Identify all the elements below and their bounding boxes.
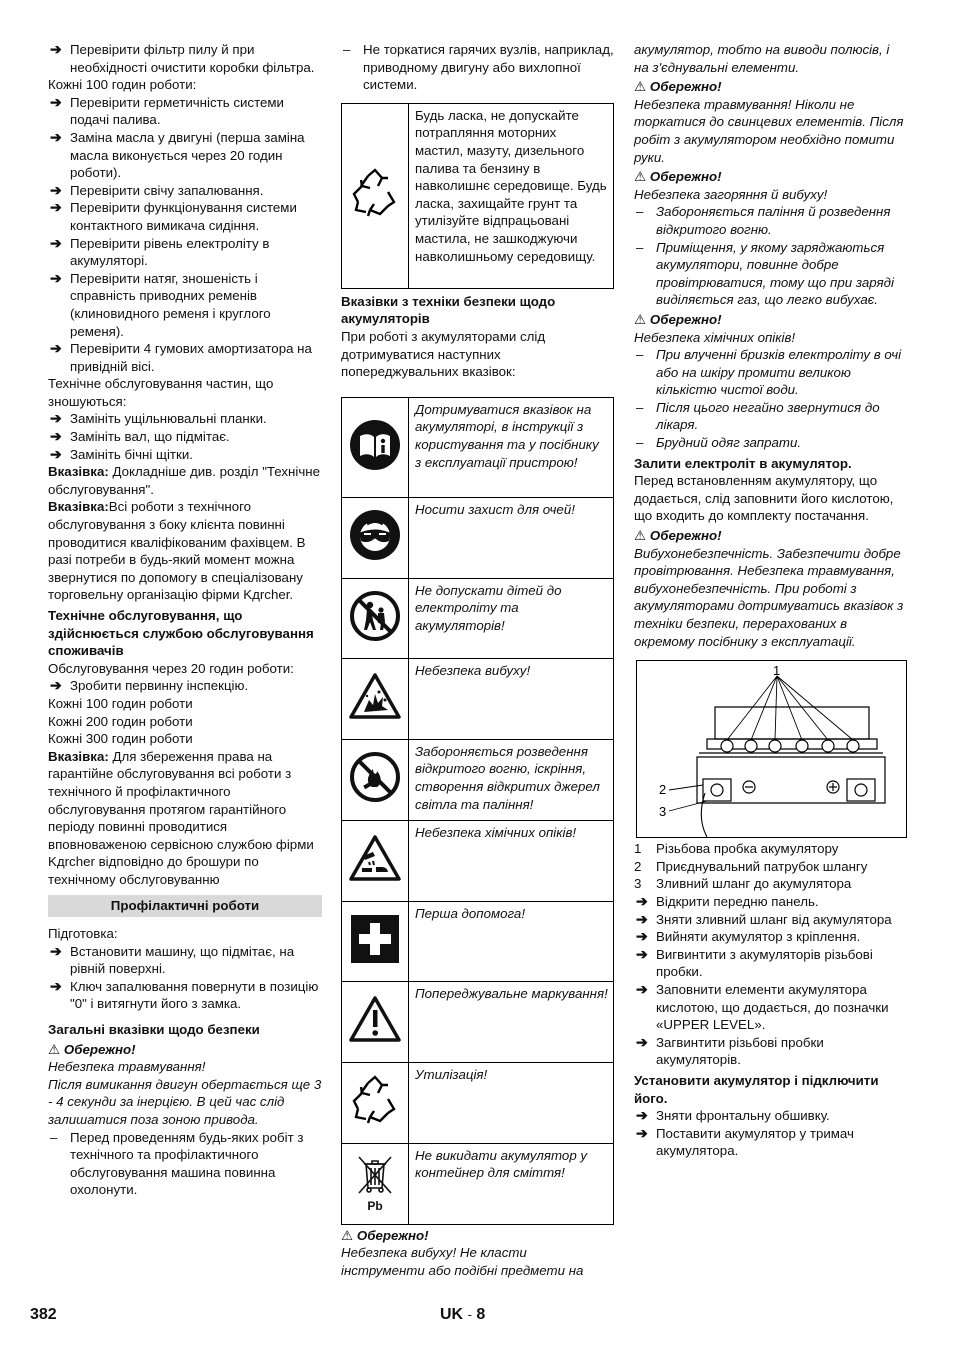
arrow-icon: ➔ <box>636 980 648 997</box>
arrow-icon: ➔ <box>636 892 648 909</box>
interval-label: Кожні 100 годин роботи: <box>48 77 197 93</box>
warning-triangle-icon: ⚠ <box>634 79 646 95</box>
figure-label-2: 2 <box>659 782 667 798</box>
battery-figure <box>636 660 907 838</box>
symbol-row <box>342 820 614 901</box>
list-item: ➔ Перевірити герметичність системи подачі палива. <box>50 93 284 128</box>
dash-item: – Не торкатися гарячих вузлів, наприклад, приводному двигуну або вихлопної системи. <box>343 42 614 93</box>
figure-label-1: 1 <box>773 663 781 679</box>
list-item: ➔ Відкрити передню панель. <box>636 892 819 909</box>
arrow-icon: ➔ <box>636 928 648 945</box>
list-item: ➔ Замініть бічні щітки. <box>50 445 193 462</box>
list-item: ➔ Вигвинтити з акумуляторів різьбові пробки. <box>636 945 873 980</box>
warning-label: ⚠ Обережно! <box>634 311 722 327</box>
symbol-text: Дотримуватися вказівок на акумуляторі, в інструкції з користування та у посібнику з експлуатації пристрою! <box>409 397 614 497</box>
interval-label: Кожні 100 годин роботи <box>48 695 193 711</box>
step-list <box>634 1107 906 1160</box>
arrow-icon: ➔ <box>50 977 62 994</box>
dash-item: – Перед проведенням будь-яких робіт з технічного та профілактичного обслуговування машина повинна охолонути. <box>50 1129 304 1198</box>
list-item: ➔ Зняти фронтальну обшивку. <box>636 1107 830 1124</box>
list-item: ➔ Перевірити натяг, зношеність і справність приводних ременів (клиновидного ременя і круглого ременя). <box>50 269 271 339</box>
dash-item: – Забороняється паління й розведення відкритого вогню. <box>636 204 891 237</box>
list-item: ➔ Зняти зливний шланг від акумулятора <box>636 910 892 927</box>
symbol-text: Небезпека хімічних опіків! <box>409 820 614 901</box>
warning-text: Небезпека загоряння й вибуху! <box>634 186 828 202</box>
section-heading: Залити електроліт в акумулятор. <box>634 455 852 471</box>
arrow-icon: ➔ <box>50 340 62 357</box>
acid-burn-icon <box>342 820 409 901</box>
list-item: ➔ Заміна масла у двигуні (перша заміна масла виконується через 20 годин роботи). <box>50 128 305 181</box>
dash-item: – Приміщення, у якому заряджаються акумулятори, повинне добре провітрюватися, тому що при заряді виділяється газ, що легко вибухає. <box>636 239 894 308</box>
arrow-icon: ➔ <box>636 1107 648 1124</box>
warning-text: акумулятор, тобто на виводи полюсів, і на з'єднувальні елементи. <box>634 42 890 75</box>
fill-text: Перед встановленням акумулятору, що додається, слід заповнити його кислотою, що входить до комплекту постачання. <box>634 473 894 524</box>
preparation-label: Підготовка: <box>48 926 118 942</box>
warning-label: ⚠ Обережно! <box>634 169 722 185</box>
warning-text: Небезпека травмування! <box>48 1059 206 1075</box>
no-trash-bin-icon <box>342 1143 409 1224</box>
section-heading: Технічне обслуговування, що здійснюється службою обслуговування споживачів <box>48 608 314 659</box>
arrow-icon: ➔ <box>50 234 62 251</box>
column-2 <box>341 41 614 1280</box>
warning-triangle-icon: ⚠ <box>634 528 646 544</box>
list-item: ➔ Зробити первинну інспекцію. <box>50 677 249 694</box>
symbol-text: Не викидати акумулятор у контейнер для сміття! <box>409 1143 614 1224</box>
figure-label-3: 3 <box>659 804 667 820</box>
no-fire-icon <box>342 739 409 820</box>
interval-label: Кожні 300 годин роботи <box>48 731 193 747</box>
symbol-text: Носити захист для очей! <box>409 497 614 578</box>
list-item: ➔ Перевірити функціонування системи контактного вимикача сидіння. <box>50 199 297 233</box>
list-item: ➔ Замініть вал, що підмітає. <box>50 428 230 445</box>
wear-parts-label: Технічне обслуговування частин, що зношуються: <box>48 376 274 409</box>
environment-table <box>341 103 614 289</box>
dash-item: – Брудний одяг запрати. <box>636 435 802 451</box>
symbol-text: Перша допомога! <box>409 901 614 981</box>
symbol-text: Утилізація! <box>409 1062 614 1143</box>
arrow-icon: ➔ <box>636 910 648 927</box>
list-item: ➔ Поставити акумулятор у тримач акумулятора. <box>636 1124 854 1159</box>
recycle-icon <box>342 1062 409 1143</box>
warning-icon <box>342 981 409 1062</box>
warning-text: Небезпека вибуху! Не класти інструменти або подібні предмети на <box>341 1245 584 1278</box>
recycle-icon <box>342 103 409 288</box>
warning-text: Небезпека травмування! Ніколи не торкатися до свинцевих елементів. Після робіт з акумулятором необхідно помити руки. <box>634 96 904 165</box>
warning-text: Небезпека хімічних опіків! <box>634 329 796 345</box>
symbol-text: Попереджувальне маркування! <box>409 981 614 1062</box>
dash-item: – Після цього негайно звернутися до лікаря. <box>636 399 880 433</box>
manual-icon <box>342 397 409 497</box>
warning-triangle-icon: ⚠ <box>634 311 646 327</box>
battery-intro: При роботі з акумуляторами слід дотримуватися наступних попереджувальних вказівок: <box>341 328 546 380</box>
note: Вказівка:Всі роботи з технічного обслуговування з боку клієнта повинні проводитися кваліфікованим фахівцем. В разі потреби в будь-який момент можна звернутися по допомогу в спеціалізовану торговельну організацію фірми Kдrcher. <box>48 499 306 603</box>
arrow-icon: ➔ <box>50 199 62 216</box>
symbol-row <box>342 578 614 658</box>
arrow-icon: ➔ <box>50 181 62 198</box>
first-aid-icon <box>342 901 409 981</box>
symbol-row <box>342 658 614 739</box>
preparation-list <box>48 943 322 1013</box>
section-heading: Установити акумулятор і підключити його. <box>634 1072 879 1106</box>
arrow-icon: ➔ <box>50 445 62 462</box>
list-item: ➔ Замініть ущільнювальні планки. <box>50 410 267 427</box>
arrow-icon: ➔ <box>636 1124 648 1141</box>
warning-label: ⚠ Обережно! <box>634 528 722 544</box>
note: Вказівка: Докладніше див. розділ "Технічне обслуговування". <box>48 464 321 497</box>
language-indicator: UK - 8 <box>440 1306 486 1323</box>
list-item: ➔ Перевірити рівень електроліту в акумуляторі. <box>50 234 270 269</box>
dash-item: – При влученні бризків електроліту в очі або на шкіру промити великою кількістю чистої води. <box>636 347 902 398</box>
section-heading: Вказівки з техніки безпеки щодо акумуляторів <box>341 293 556 327</box>
goggles-icon <box>342 497 409 578</box>
arrow-icon: ➔ <box>50 269 62 286</box>
list-item: ➔ Заповнити елементи акумулятора кислотою, що додається, до позначки «UPPER LEVEL». <box>636 980 889 1033</box>
legend-item: 2 Приєднувальний патрубок шлангу <box>634 858 868 874</box>
symbol-row <box>342 1062 614 1143</box>
list-item: ➔ Встановити машину, що підмітає, на рівній поверхні. <box>50 942 295 977</box>
symbol-row <box>342 397 614 497</box>
service-label: Обслуговування через 20 годин роботи: <box>48 660 294 676</box>
pb-label: Pb <box>367 1199 383 1214</box>
symbol-text: Забороняється розведення відкритого вогню, іскріння, створення відкритих джерел світла та паління! <box>409 739 614 820</box>
arrow-icon: ➔ <box>50 41 62 57</box>
warning-label: ⚠ Обережно! <box>634 79 722 95</box>
step-list <box>634 893 906 1069</box>
list-item: ➔ Перевірити фільтр пилу й при необхідності очистити коробки фільтра. <box>50 41 315 75</box>
page-number: 382 <box>30 1306 57 1323</box>
interval-label: Кожні 200 годин роботи <box>48 713 193 729</box>
warning-text: Вибухонебезпечність. Забезпечити добре провітрювання. Небезпека травмування, вибухонебезпечність. При роботі з акумуляторами дотримуватись вказівок з техніки безпеки, перерахованих в окремому посібнику з експлуатації. <box>634 545 904 649</box>
arrow-icon: ➔ <box>50 942 62 959</box>
environment-text: Будь ласка, не допускайте потрапляння моторних мастил, мазуту, дизельного палива та бензину в навколишнє середовище. Будь ласка, захищайте грунт та утилізуйте відпрацьовані мастила, не зашкоджуючи навколишньому середовищу. <box>409 103 614 288</box>
maintenance-list-100h <box>48 94 322 376</box>
section-heading: Загальні вказівки щодо безпеки <box>48 1022 260 1038</box>
list-item: ➔ Вийняти акумулятор з кріплення. <box>636 928 861 945</box>
arrow-icon: ➔ <box>50 410 62 427</box>
arrow-icon: ➔ <box>50 428 62 445</box>
list-item: ➔ Загвинтити різьбові пробки акумуляторів. <box>636 1033 824 1068</box>
arrow-icon: ➔ <box>50 677 62 694</box>
warning-label: ⚠ Обережно! <box>48 1041 136 1057</box>
legend-item: 3 Зливний шланг до акумулятора <box>634 876 852 892</box>
warning-dash-list <box>634 203 906 309</box>
symbol-row <box>342 901 614 981</box>
arrow-icon: ➔ <box>636 1033 648 1050</box>
symbol-text: Не допускати дітей до електроліту та акумуляторів! <box>409 578 614 658</box>
list-item: ➔ Перевірити свічу запалювання. <box>50 181 264 198</box>
arrow-icon: ➔ <box>50 93 62 110</box>
warning-triangle-icon: ⚠ <box>341 1227 353 1243</box>
warning-text: Після вимикання двигун обертається ще 3 - 4 секунди за інерцією. В цей час слід залишатися поза зоною привода. <box>48 1076 322 1128</box>
explosion-icon <box>342 658 409 739</box>
symbol-row <box>342 497 614 578</box>
figure-legend <box>634 840 906 893</box>
warning-triangle-icon: ⚠ <box>48 1041 60 1057</box>
warning-triangle-icon: ⚠ <box>634 169 646 185</box>
warning-dash-list <box>634 346 906 452</box>
wear-parts-list <box>48 410 322 463</box>
note: Вказівка: Для збереження права на гарантійне обслуговування всі роботи з технічного й профілактичного обслуговування протягом гарантійного періоду повинні проводитися вповноваженою сервісною службою фірми Kдrcher відповідно до брошури по технічному обслуговуванню <box>48 748 314 887</box>
symbol-text: Небезпека вибуху! <box>409 658 614 739</box>
symbol-row <box>342 981 614 1062</box>
list-item: ➔ Перевірити 4 гумових амортизатора на привідній вісі. <box>50 340 312 374</box>
arrow-icon: ➔ <box>636 945 648 962</box>
column-1 <box>48 41 322 1199</box>
arrow-icon: ➔ <box>50 128 62 145</box>
column-3 <box>634 41 906 1160</box>
list-item: ➔ Ключ запалювання повернути в позицію "0" і витягнути його з замка. <box>50 977 319 1012</box>
symbol-row <box>342 739 614 820</box>
symbol-row <box>342 1143 614 1224</box>
warning-label: ⚠ Обережно! <box>341 1227 429 1243</box>
legend-item: 1 Різьбова пробка акумулятору <box>634 841 839 857</box>
battery-symbol-table <box>341 397 614 1225</box>
no-children-icon <box>342 578 409 658</box>
section-title-bar: Профілактичні роботи <box>48 895 322 918</box>
